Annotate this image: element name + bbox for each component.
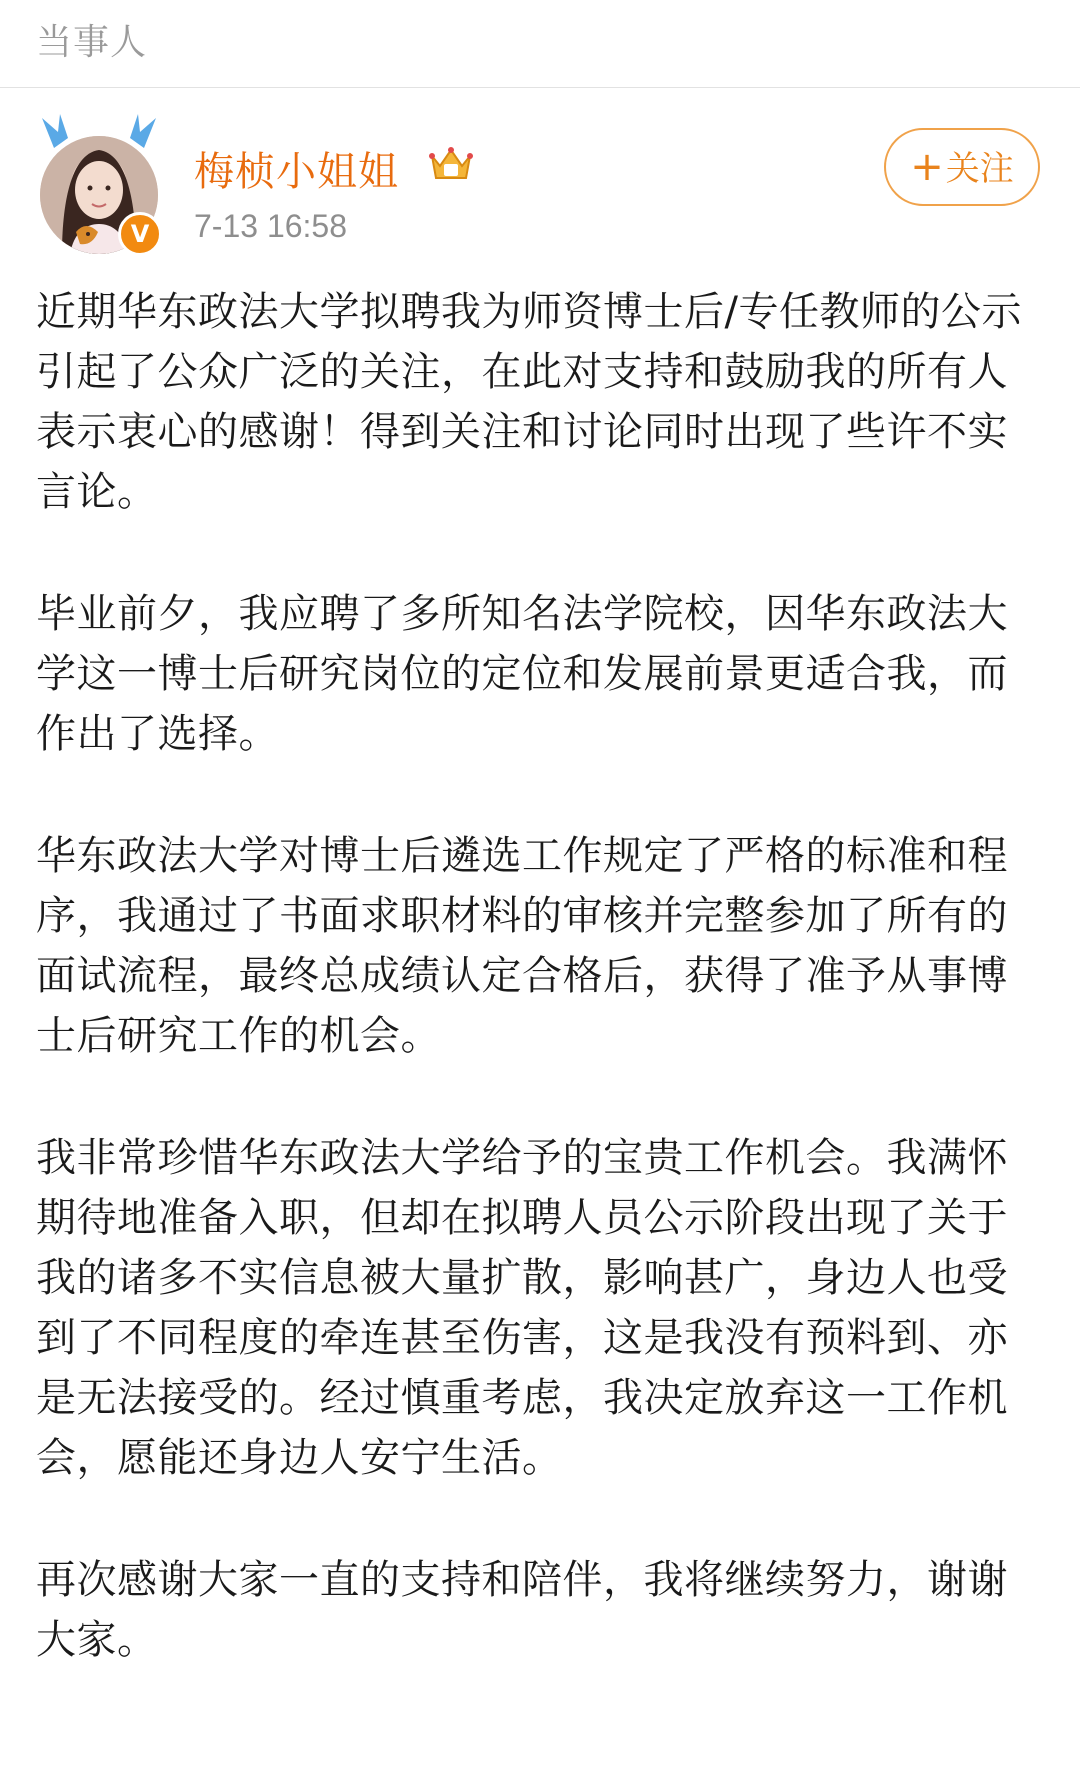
- post-paragraph: 毕业前夕，我应聘了多所知名法学院校，因华东政法大学这一博士后研究岗位的定位和发展前景更适合我，而作出了选择。: [36, 591, 1008, 757]
- top-bar: [0, 0, 1080, 88]
- vip-crown-icon: [428, 144, 474, 184]
- follow-label: 关注: [945, 149, 1014, 189]
- post-timestamp: 7-13 16:58: [194, 208, 348, 244]
- deer-ears-icon: [36, 108, 162, 158]
- follow-button[interactable]: [884, 128, 1040, 206]
- page-title: 当事人: [36, 22, 148, 63]
- post-paragraph: 我非常珍惜华东政法大学给予的宝贵工作机会。我满怀期待地准备入职，但却在拟聘人员公示阶段出现了关于我的诸多不实信息被大量扩散，影响甚广，身边人也受到了不同程度的牵连甚至伤害，这是我没有预料到、亦是无法接受的。经过慎重考虑，我决定放弃这一工作机会，愿能还身边人安宁生活。: [36, 1135, 1008, 1481]
- post-body: [36, 282, 1036, 1732]
- username-link[interactable]: 梅桢小姐姐: [194, 149, 399, 195]
- post-paragraph: 再次感谢大家一直的支持和陪伴，我将继续努力，谢谢大家。: [36, 1557, 1008, 1663]
- post-paragraph: 华东政法大学对博士后遴选工作规定了严格的标准和程序，我通过了书面求职材料的审核并完整参加了所有的面试流程，最终总成绩认定合格后，获得了准予从事博士后研究工作的机会。: [36, 833, 1008, 1059]
- verified-badge-icon: V: [118, 212, 162, 256]
- post-paragraph: 近期华东政法大学拟聘我为师资博士后/专任教师的公示引起了公众广泛的关注，在此对支持和鼓励我的所有人表示衷心的感谢！得到关注和讨论同时出现了些许不实言论。: [36, 289, 1022, 515]
- plus-icon: +: [910, 144, 944, 190]
- post-header: [0, 88, 1080, 258]
